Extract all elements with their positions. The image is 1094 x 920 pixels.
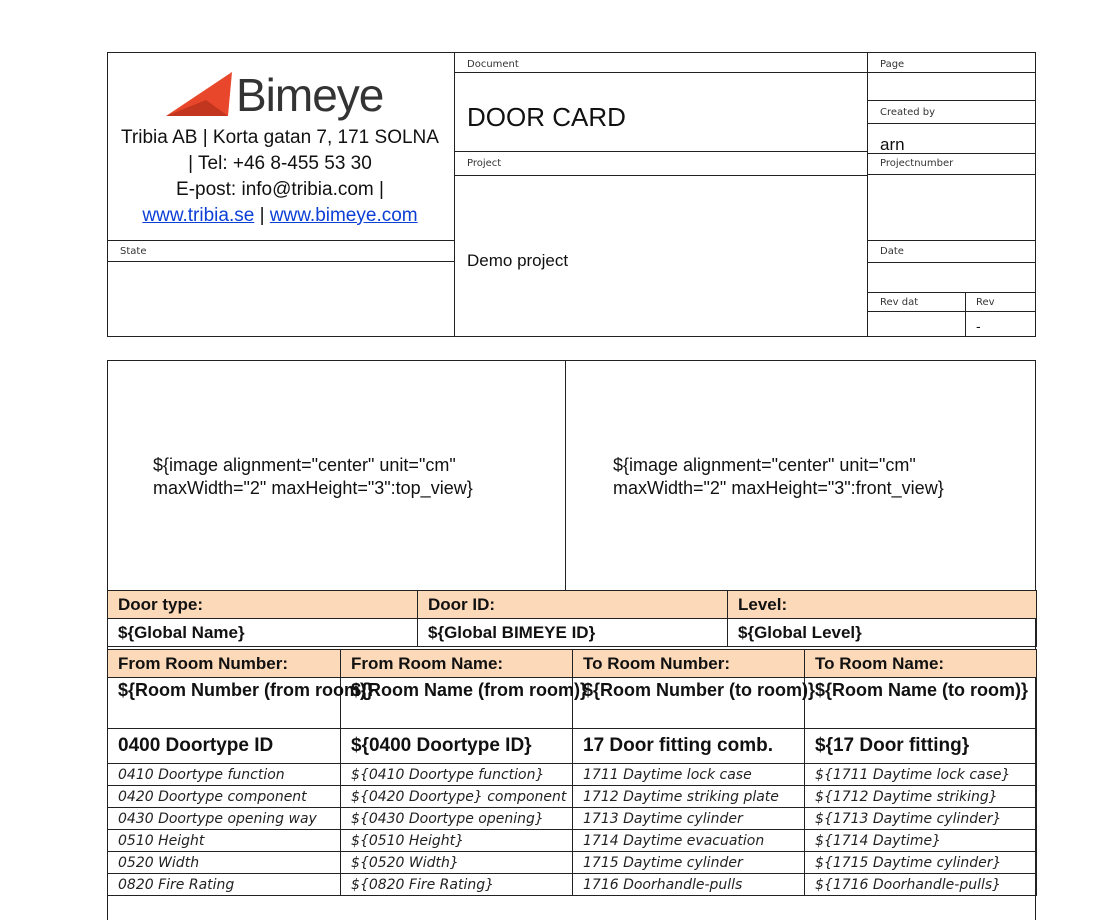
table-cell: ${1716 Doorhandle-pulls} <box>805 874 1037 896</box>
divider <box>454 175 867 176</box>
top-view-placeholder <box>153 454 473 500</box>
page-label: Page <box>880 59 905 70</box>
table-cell: ${1713 Daytime cylinder} <box>805 808 1037 830</box>
table-row <box>108 764 1037 786</box>
table-cell: ${Room Number (from room)} <box>108 678 341 729</box>
table-cell: ${Room Number (to room)} <box>573 678 805 729</box>
divider <box>867 240 1036 241</box>
divider <box>565 360 566 590</box>
divider <box>454 72 867 73</box>
door-id-header: Door ID: <box>418 591 728 619</box>
table-row <box>108 619 1037 647</box>
placeholder-line: maxWidth="2" maxHeight="3":front_view} <box>613 478 944 498</box>
door-info-table <box>107 590 1037 647</box>
table-row <box>108 852 1037 874</box>
created-by-value: arn <box>880 135 905 154</box>
table-cell: ${17 Door fitting} <box>805 729 1037 764</box>
rooms-table <box>107 649 1037 896</box>
table-row <box>108 874 1037 896</box>
table-cell: ${0820 Fire Rating} <box>341 874 573 896</box>
divider <box>867 174 1036 175</box>
divider <box>454 151 867 152</box>
company-line: Tribia AB | Korta gatan 7, 171 SOLNA <box>121 127 439 148</box>
table-cell: ${Room Name (from room)} <box>341 678 573 729</box>
table-cell: 0400 Doortype ID <box>108 729 341 764</box>
table-cell: 1714 Daytime evacuation <box>573 830 805 852</box>
level-value: ${Global Level} <box>728 619 1037 647</box>
to-room-number-header: To Room Number: <box>573 650 805 678</box>
from-room-number-header: From Room Number: <box>108 650 341 678</box>
project-name: Demo project <box>467 251 569 270</box>
table-cell: 0820 Fire Rating <box>108 874 341 896</box>
door-id-value: ${Global BIMEYE ID} <box>418 619 728 647</box>
projectnumber-label: Projectnumber <box>880 158 954 169</box>
rev-value: - <box>976 318 981 334</box>
table-cell: 0430 Doortype opening way <box>108 808 341 830</box>
table-cell: 0420 Doortype component <box>108 786 341 808</box>
divider <box>454 52 455 337</box>
company-line: E-post: info@tribia.com | <box>176 179 384 200</box>
rev-dat-label: Rev dat <box>880 297 919 308</box>
table-cell: ${0420 Doortype} component <box>341 786 573 808</box>
divider <box>867 52 868 337</box>
table-cell: ${1715 Daytime cylinder} <box>805 852 1037 874</box>
link-separator: | <box>254 205 270 226</box>
table-row <box>108 729 1037 764</box>
created-by-label: Created by <box>880 107 936 118</box>
front-view-placeholder <box>613 454 944 500</box>
table-cell: ${0520 Width} <box>341 852 573 874</box>
table-row <box>108 786 1037 808</box>
document-label: Document <box>467 59 519 70</box>
door-type-value: ${Global Name} <box>108 619 418 647</box>
document-title: DOOR CARD <box>467 102 626 132</box>
state-label: State <box>120 246 147 257</box>
divider <box>867 100 1036 101</box>
table-cell: 1715 Daytime cylinder <box>573 852 805 874</box>
date-label: Date <box>880 246 904 257</box>
table-cell: 1711 Daytime lock case <box>573 764 805 786</box>
brand-name: Bimeye <box>236 69 384 121</box>
project-label: Project <box>467 158 502 169</box>
bimeye-link[interactable]: www.bimeye.com <box>269 205 418 226</box>
company-links <box>110 203 450 229</box>
table-cell: ${Room Name (to room)} <box>805 678 1037 729</box>
table-cell: 1716 Doorhandle-pulls <box>573 874 805 896</box>
table-cell: ${0430 Doortype opening} <box>341 808 573 830</box>
placeholder-line: maxWidth="2" maxHeight="3":top_view} <box>153 478 473 498</box>
door-type-header: Door type: <box>108 591 418 619</box>
to-room-name-header: To Room Name: <box>805 650 1037 678</box>
table-cell: ${1712 Daytime striking} <box>805 786 1037 808</box>
divider <box>107 240 454 241</box>
table-cell: 0410 Doortype function <box>108 764 341 786</box>
table-cell: ${1711 Daytime lock case} <box>805 764 1037 786</box>
placeholder-line: ${image alignment="center" unit="cm" <box>153 455 456 475</box>
divider <box>965 292 966 337</box>
table-cell: ${0510 Height} <box>341 830 573 852</box>
table-cell: 0520 Width <box>108 852 341 874</box>
rev-label: Rev <box>976 297 995 308</box>
table-row <box>108 678 1037 729</box>
table-header-row <box>108 650 1037 678</box>
table-cell: 1713 Daytime cylinder <box>573 808 805 830</box>
divider <box>867 292 1036 293</box>
table-cell: 0510 Height <box>108 830 341 852</box>
divider <box>867 72 1036 73</box>
level-header: Level: <box>728 591 1037 619</box>
table-cell: 17 Door fitting comb. <box>573 729 805 764</box>
table-row <box>108 808 1037 830</box>
table-header-row <box>108 591 1037 619</box>
table-cell: 1712 Daytime striking plate <box>573 786 805 808</box>
tribia-link[interactable]: www.tribia.se <box>142 205 255 226</box>
company-line: | Tel: +46 8-455 53 30 <box>188 153 372 174</box>
placeholder-line: ${image alignment="center" unit="cm" <box>613 455 916 475</box>
divider <box>107 261 454 262</box>
divider <box>867 262 1036 263</box>
table-cell: ${1714 Daytime} <box>805 830 1037 852</box>
divider <box>867 311 1036 312</box>
company-info <box>110 125 450 229</box>
table-cell: ${0400 Doortype ID} <box>341 729 573 764</box>
table-row <box>108 830 1037 852</box>
from-room-name-header: From Room Name: <box>341 650 573 678</box>
table-cell: ${0410 Doortype function} <box>341 764 573 786</box>
divider <box>867 123 1036 124</box>
